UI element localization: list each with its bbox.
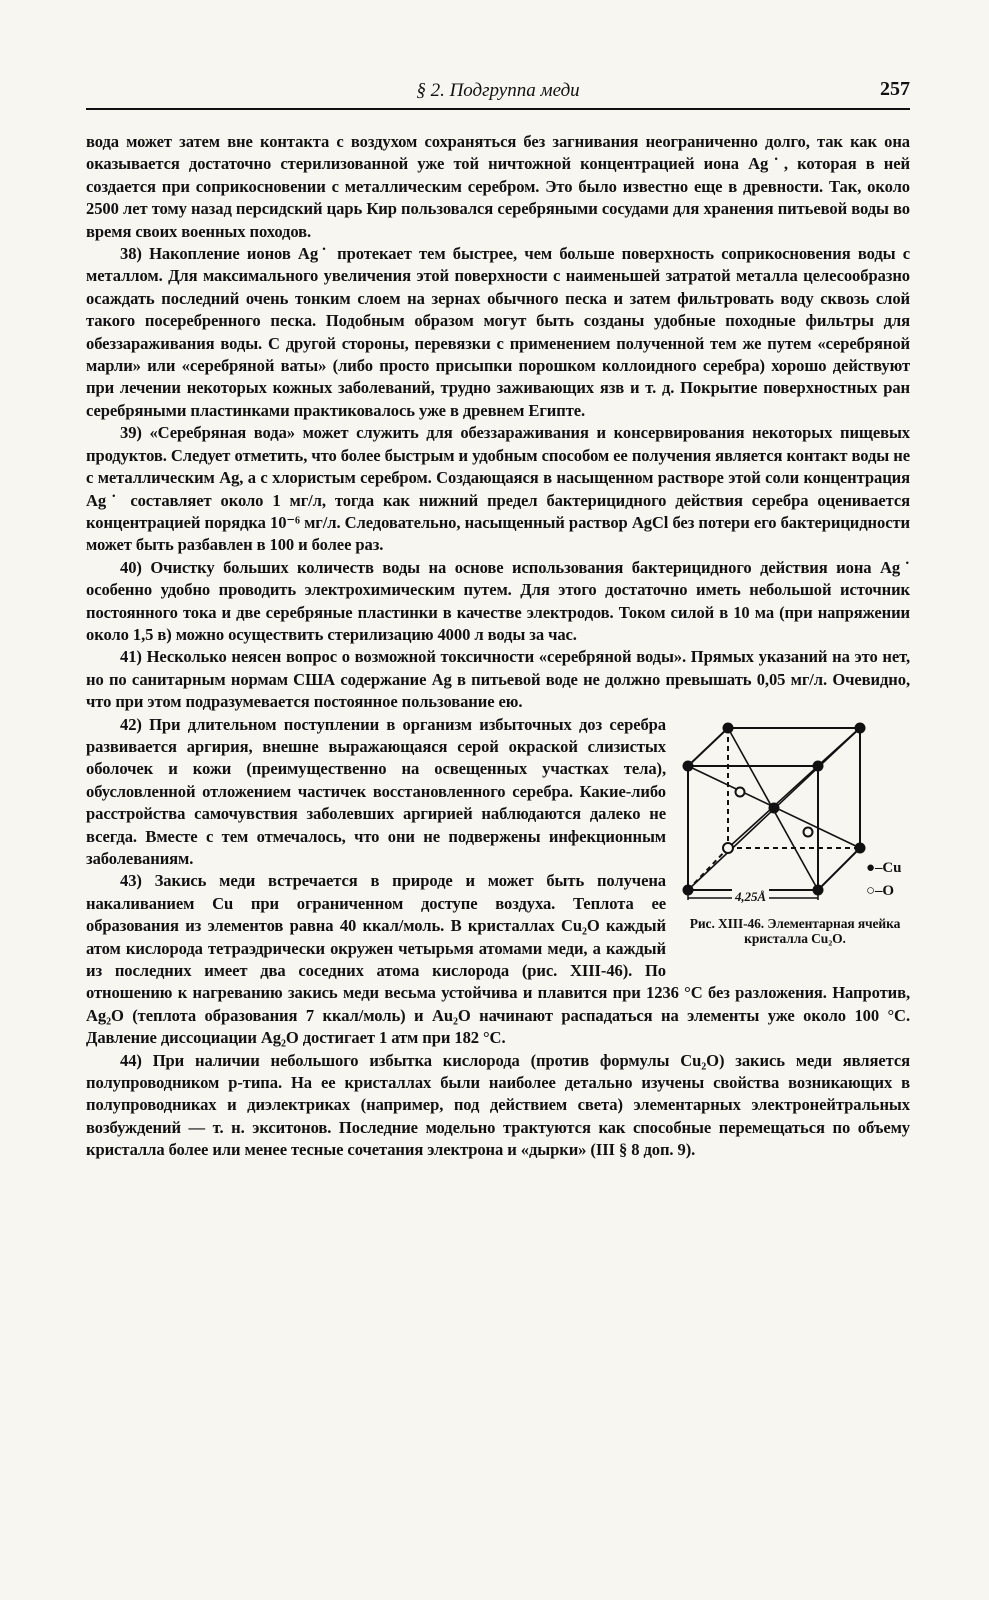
paragraph-38: 38) Накопление ионов Ag˙ протекает тем быстрее, чем больше поверхность соприкосновения воды с металлом. Для максимального увеличения этой поверхности с наименьшей затратой металла целесообразно осаждать последний очень тонким слоем на зернах обычного песка и затем фильтровать воду сквозь слой такого посеребренного песка. Подобным образом могут быть созданы удобные походные фильтры для обеззараживания воды. С другой стороны, перевязки с применением полученной тем же путем «серебряной марли» или «серебряной ваты» (либо просто присыпки порошком коллоидного серебра) хорошо действуют при лечении некоторых кожных заболеваний, трудно заживающих язв и т. д. Покрытие поверхностных ран серебряными пластинками практиковалось уже в древнем Египте.	[86, 244, 910, 420]
o-marker-icon: ○–	[866, 882, 883, 899]
paragraph-39: 39) «Серебряная вода» может служить для обеззараживания и консервирования некоторых пищевых продуктов. Следует отметить, что более быстрым и удобным способом ее получения является контакт воды не с металлическим Ag, а с хлористым серебром. Создающаяся в насыщенном растворе этой соли концентрация Ag˙ составляет около 1 мг/л, тогда как нижний предел бактерицидного действия серебра оценивается концентрацией порядка 10⁻⁶ мг/л. Следовательно, насыщенный раствор AgCl без потери его бактерицидности может быть разбавлен в 100 и более раз.	[86, 423, 910, 555]
cu-marker-icon: ●–	[866, 859, 883, 876]
paragraph-41: 41) Несколько неясен вопрос о возможной токсичности «серебряной воды». Прямых указаний на это нет, но по санитарным нормам США содержание Ag в питьевой воде не должно превышать 0,05 мг/л. Очевидно, что при этом подразумевается постоянное пользование ею.	[86, 647, 910, 712]
figure-caption: Рис. XIII-46. Элементарная ячейка кристалла Cu₂O.	[689, 915, 901, 946]
legend-o-label: O	[882, 882, 894, 899]
figure-cu2o-unit-cell	[680, 720, 910, 962]
body-text	[86, 131, 910, 1162]
paragraph-continuation: вода может затем вне контакта с воздухом сохраняться без загнивания неограниченно долго, так как она оказывается достаточно стерилизованной уже той ничтожной концентрацией иона Ag˙, которая в ней создается при соприкосновении с металлическим серебром. Это было известно еще в древности. Так, около 2500 лет тому назад персидский царь Кир пользовался серебряными сосудами для хранения питьевой воды во время своих военных походов.	[86, 132, 910, 241]
running-header	[86, 78, 910, 110]
legend-cu-label: Cu	[882, 859, 902, 876]
paragraph-44: 44) При наличии небольшого избытка кислорода (против формулы Cu₂O) закись меди является полупроводником p-типа. На ее кристаллах были наиболее детально изучены свойства возникающих в полупроводниках и диэлектриках (например, под действием света) элементарных электронейтральных возбуждений — т. н. экситонов. Последние модельно трактуются как способные перемещаться по объему кристалла более или менее тесные сочетания электрона и «дырки» (III § 8 доп. 9).	[86, 1050, 910, 1160]
dimension-label: 4,25Å	[732, 886, 769, 908]
paragraph-42: 42) При длительном поступлении в организм избыточных доз серебра развивается аргирия, внешне выражающаяся серой окраской слизистых оболочек и кожи (преимущественно на освещенных участках тела), обусловленной отложением частичек восстановленного серебра. Какие-либо расстройства самочувствия заболевших аргирией наблюдаются далеко не всегда. Вместе с тем отмечалось, что они не подвержены инфекционным заболеваниям.	[86, 714, 666, 868]
paragraph-43: 43) Закись меди встречается в природе и может быть получена накаливанием Cu при ограниченном доступе воздуха. Теплота ее образования из элементов равна 40 ккал/моль. В кристаллах Cu₂O каждый атом кислорода тетраэдрически окружен четырьмя атомами меди, а каждый из последних имеет два соседних атома кислорода (рис. XIII-46). По отношению к нагреванию закись меди весьма устойчива и плавится при 1236 °C без разложения. Напротив, Ag₂O (теплота образования 7 ккал/моль) и Au₂O начинают распадаться на элементы уже около 100 °C. Давление диссоциации Ag₂O достигает 1 атм при 182 °C.	[86, 871, 910, 1048]
legend-cu	[866, 857, 901, 879]
page-number: 257	[880, 78, 910, 100]
legend-o	[866, 880, 894, 902]
section-title: § 2. Подгруппа меди	[416, 80, 580, 101]
paragraph-40: 40) Очистку больших количеств воды на основе использования бактерицидного действия иона Ag˙ особенно удобно проводить электрохимическим путем. Для этого достаточно иметь небольшой источник постоянного тока и две серебряные пластинки в качестве электродов. Током силой в 10 ма (при напряжении около 1,5 в) можно осуществить стерилизацию 4000 л воды за час.	[86, 557, 910, 644]
